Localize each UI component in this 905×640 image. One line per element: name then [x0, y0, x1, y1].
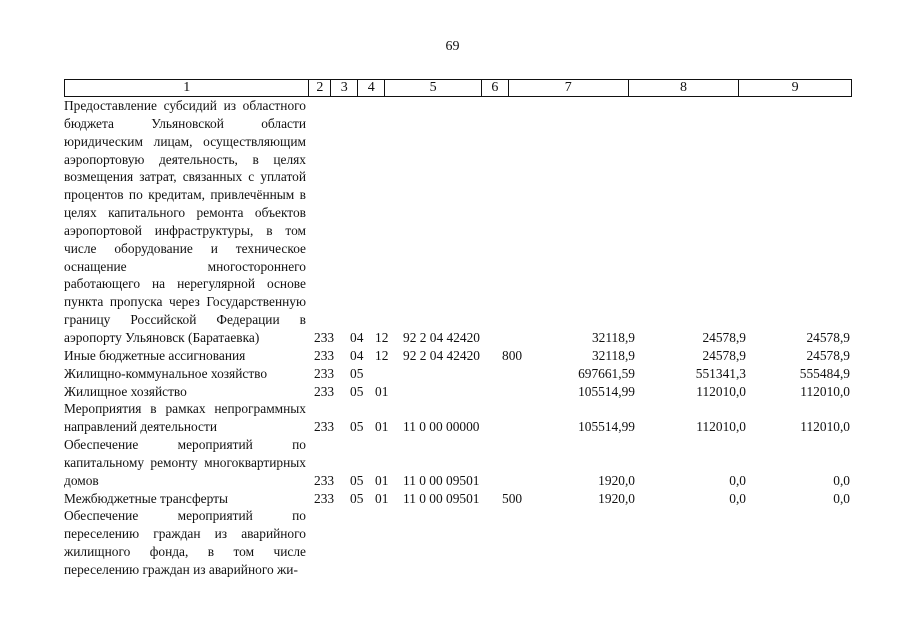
table-row [64, 383, 852, 401]
cell-amount-year1: 1920,0 [598, 472, 635, 488]
column-header-7: 7 [509, 80, 629, 96]
cell-amount-year3: 112010,0 [800, 383, 850, 399]
cell-amount-year3: 0,0 [833, 472, 850, 488]
table-header [64, 79, 852, 97]
cell-amount-year1: 32118,9 [591, 347, 635, 363]
cell-ministry: 233 [314, 383, 335, 399]
cell-target-code: 11 0 00 09501 [403, 490, 480, 506]
cell-amount-year1: 105514,99 [578, 419, 635, 435]
cell-ministry: 233 [314, 472, 335, 488]
cell-subsection: 01 [375, 472, 389, 488]
column-header-5: 5 [385, 80, 482, 96]
cell-section: 05 [350, 419, 364, 435]
cell-ministry: 233 [314, 329, 335, 345]
column-header-4: 4 [358, 80, 385, 96]
cell-section: 05 [350, 472, 364, 488]
cell-target-code: 92 2 04 42420 [403, 347, 480, 363]
row-description: Иные бюджетные ассигнования [64, 347, 246, 363]
cell-subsection: 01 [375, 419, 389, 435]
cell-amount-year2: 551341,3 [695, 365, 746, 381]
cell-amount-year2: 112010,0 [696, 419, 746, 435]
cell-amount-year2: 0,0 [729, 490, 746, 506]
cell-subsection: 12 [375, 347, 389, 363]
cell-amount-year3: 0,0 [833, 490, 850, 506]
cell-ministry: 233 [314, 347, 335, 363]
cell-amount-year3: 24578,9 [806, 347, 850, 363]
column-header-1: 1 [65, 80, 309, 96]
cell-amount-year3: 555484,9 [799, 365, 850, 381]
table-row [64, 97, 852, 347]
cell-ministry: 233 [314, 365, 335, 381]
table-row [64, 507, 852, 578]
cell-amount-year2: 24578,9 [702, 347, 746, 363]
cell-target-code: 92 2 04 42420 [403, 329, 480, 345]
cell-expense-type: 800 [502, 347, 523, 363]
page-number: 69 [445, 39, 460, 54]
cell-section: 05 [350, 383, 364, 399]
cell-subsection: 01 [375, 490, 389, 506]
cell-section: 04 [350, 347, 364, 363]
cell-section: 05 [350, 490, 364, 506]
cell-target-code: 11 0 00 09501 [403, 472, 480, 488]
cell-section: 05 [350, 365, 364, 381]
cell-amount-year1: 1920,0 [598, 490, 635, 506]
column-header-6: 6 [482, 80, 509, 96]
column-header-8: 8 [629, 80, 740, 96]
cell-ministry: 233 [314, 419, 335, 435]
cell-amount-year2: 0,0 [729, 472, 746, 488]
table-row [64, 365, 852, 383]
cell-subsection: 12 [375, 329, 389, 345]
row-description: Предоставление субсидий из областного бюджета Ульяновской области юридическим лицам, осуществляющим аэропортовую деятельность, в целях возмещения затрат, связанных с уплатой процентов по кредитам, привлечённым в целях капитального ремонта объектов аэропортовой инфраструктуры, в том числе оборудование и техническое оснащение многостороннего работающего на нерегулярной основе пункта пропуска через Государственную границу Российской Федерации в аэропорту Ульяновск (Баратаевка) [64, 98, 306, 345]
column-header-3: 3 [331, 80, 358, 96]
row-description: Жилищно-коммунальное хозяйство [64, 365, 268, 381]
cell-target-code: 11 0 00 00000 [403, 419, 480, 435]
table-row [64, 347, 852, 365]
cell-amount-year1: 105514,99 [578, 383, 635, 399]
cell-expense-type: 500 [502, 490, 523, 506]
table-body [64, 97, 852, 579]
row-description: Обеспечение мероприятий по переселению граждан из аварийного жилищного фонда, в том числе переселению граждан из аварийного жи- [64, 508, 306, 577]
column-header-2: 2 [309, 80, 331, 96]
cell-amount-year1: 32118,9 [591, 329, 635, 345]
row-description: Мероприятия в рамках непрограммных направлений деятельности [64, 401, 306, 435]
cell-amount-year2: 112010,0 [696, 383, 746, 399]
cell-section: 04 [350, 329, 364, 345]
cell-amount-year2: 24578,9 [702, 329, 746, 345]
table-row [64, 490, 852, 508]
table-row [64, 400, 852, 436]
cell-amount-year3: 24578,9 [806, 329, 850, 345]
cell-subsection: 01 [375, 383, 389, 399]
row-description: Обеспечение мероприятий по капитальному ремонту многоквартирных домов [64, 437, 306, 488]
table-row [64, 436, 852, 490]
cell-amount-year1: 697661,59 [578, 365, 635, 381]
cell-ministry: 233 [314, 490, 335, 506]
row-description: Межбюджетные трансферты [64, 490, 228, 506]
cell-amount-year3: 112010,0 [800, 419, 850, 435]
column-header-9: 9 [791, 80, 799, 95]
row-description: Жилищное хозяйство [64, 383, 187, 399]
